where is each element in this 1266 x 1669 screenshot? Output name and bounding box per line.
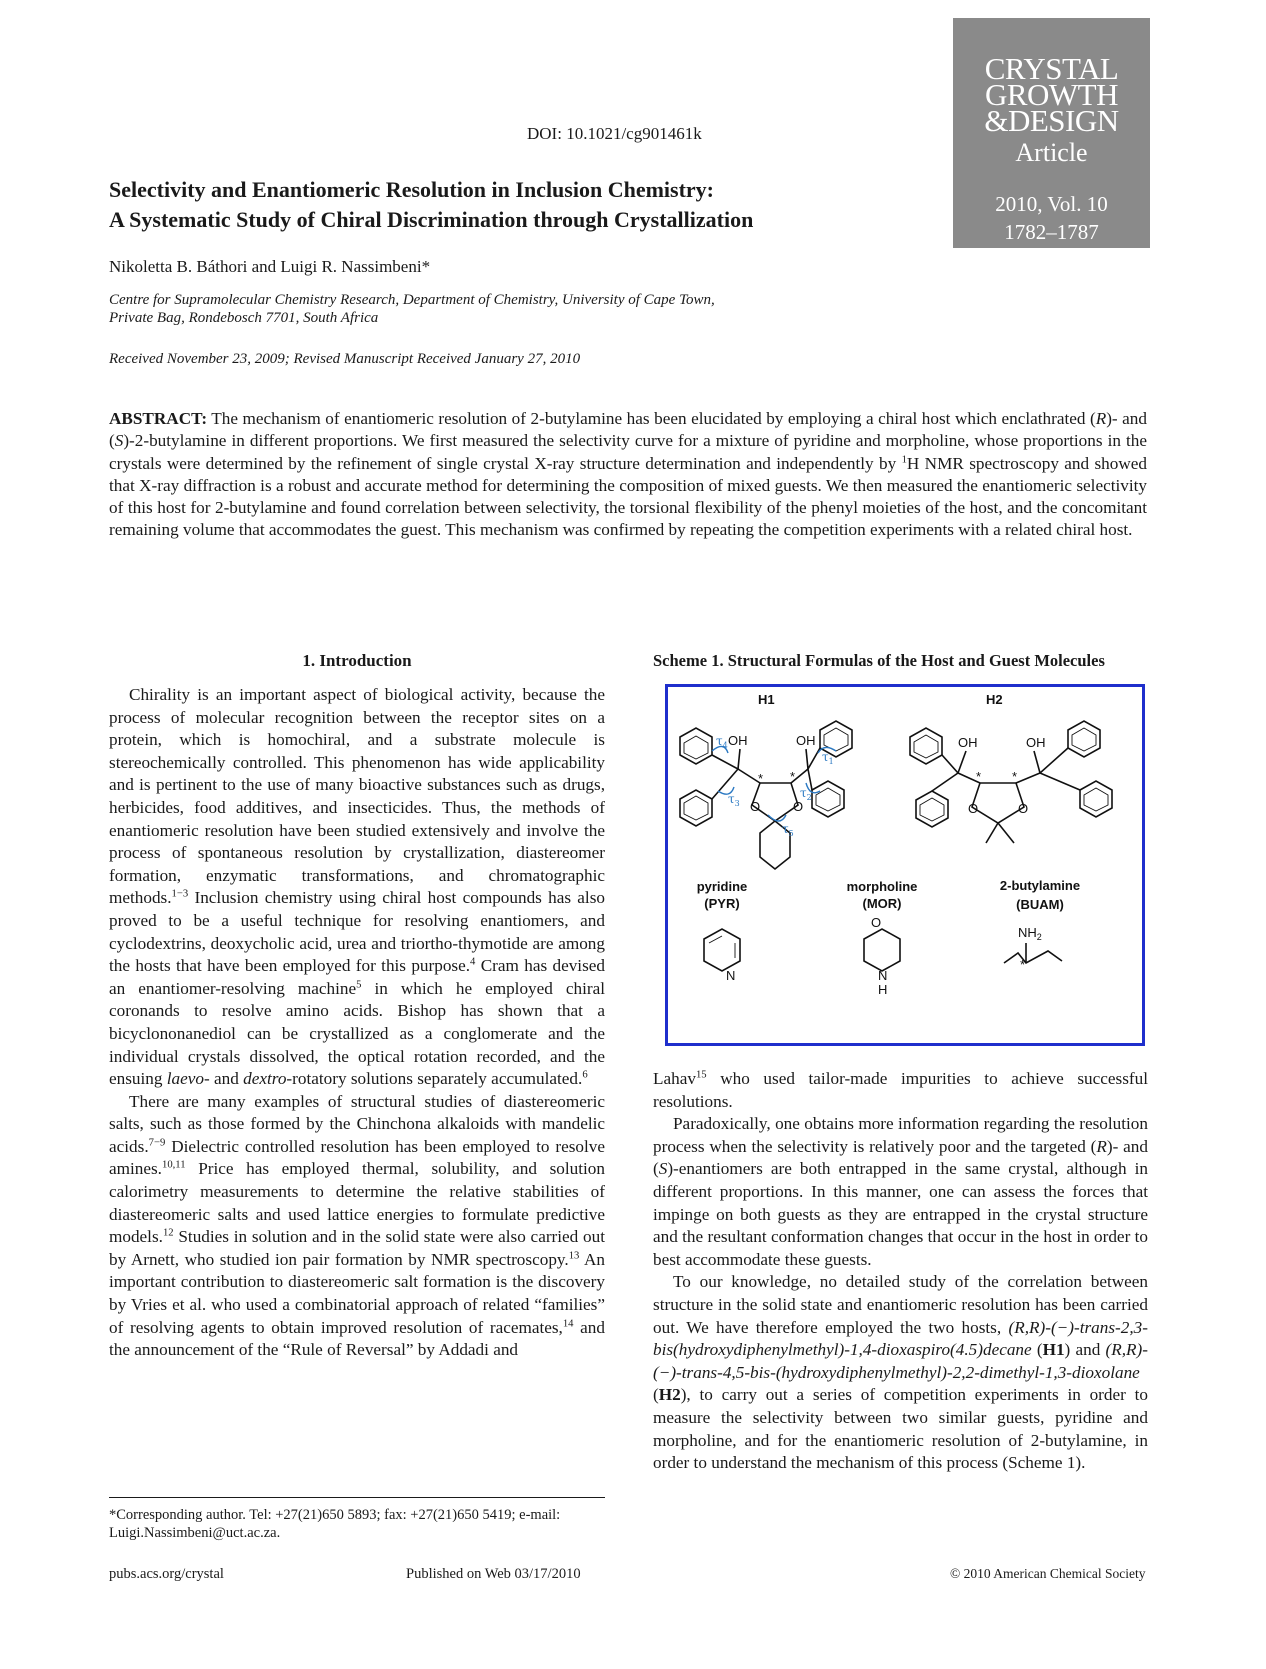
abstract-text: S xyxy=(114,431,124,451)
nitrogen-label: N xyxy=(726,968,736,983)
nitrogen-label: N xyxy=(878,968,888,983)
bond xyxy=(1040,748,1080,790)
double-bond xyxy=(709,936,722,943)
affiliation xyxy=(109,291,869,327)
abstract-text: R xyxy=(1095,409,1107,428)
journal-badge xyxy=(953,18,1150,248)
doi: DOI: 10.1021/cg901461k xyxy=(527,124,702,143)
hydroxyl-label: OH xyxy=(1026,735,1046,750)
bond xyxy=(986,823,998,843)
bond xyxy=(806,749,808,769)
affiliation-line2: Private Bag, Rondebosch 7701, South Africa xyxy=(109,310,379,326)
received-dates: Received November 23, 2009; Revised Manuscript Received January 27, 2010 xyxy=(109,351,581,367)
host2-label: H2 xyxy=(986,692,1003,707)
tau-label: $\tau_4$ xyxy=(716,734,728,750)
bond xyxy=(738,769,760,783)
phenyl-ring-inner xyxy=(914,735,938,758)
butylamine-abbr: (BUAM) xyxy=(1016,897,1064,912)
dioxolane-ring xyxy=(972,783,1024,823)
chiral-center-star: * xyxy=(1020,957,1026,972)
oxygen-label: O xyxy=(793,799,804,814)
right-column-text xyxy=(653,1068,1148,1475)
journal-name-line1: CRYSTAL xyxy=(984,51,1119,86)
bond xyxy=(1016,773,1040,783)
hydroxyl-label: OH xyxy=(728,733,748,748)
article-type: Article xyxy=(1015,138,1088,167)
bond xyxy=(808,748,820,790)
abstract-text: The mechanism of enantiomeric resolution of 2-butylamine has been elucidated by employing a chiral host which enclathrated ( xyxy=(207,409,1096,428)
authors: Nikoletta B. Báthori and Luigi R. Nassimbeni* xyxy=(109,257,431,276)
journal-name xyxy=(953,51,1150,138)
pyridine-abbr: (PYR) xyxy=(704,896,740,911)
copyright: © 2010 American Chemical Society xyxy=(950,1566,1146,1581)
oxygen-label: O xyxy=(871,915,882,930)
right-paragraph-1: Lahav$^{15}$ who used tailor-made impurities to achieve successful resolutions. xyxy=(653,1069,1148,1111)
title-line2: A Systematic Study of Chiral Discrimination through Crystallization xyxy=(109,207,754,232)
tau-label: $\tau_3$ xyxy=(728,792,740,808)
journal-name-line3: &DESIGN xyxy=(984,103,1119,138)
bond xyxy=(958,751,966,773)
bond xyxy=(932,755,958,791)
bond xyxy=(998,823,1014,843)
bond xyxy=(738,749,740,769)
butylamine-label: 2-butylamine xyxy=(999,878,1081,893)
morpholine-label: morpholine xyxy=(846,879,918,894)
intro-paragraph-2: There are many examples of structural studies of diastereomeric salts, such as those formed by the Chinchona alkaloids with mandelic acids.$^{7-9}$ Dielectric controlled resolution has been employed to resolve amines.$^{10,11}$ Price has employed thermal, solubility, and solution calorimetry measurements to determine the relative stabilities of diastereomeric salts and used lattice energies to formulate predictive models.$^{12}$ Studies in solution and in the solid state were also carried out by Arnett, who studied ion pair formation by NMR spectroscopy.$^{13}$ An important contribution to diastereomeric salt formation is the discovery by Vries et al. who used a combinatorial approach of related “families” of resolving agents to obtain improved resolution of racemates,$^{14}$ and the announcement of the “Rule of Reversal” by Addadi and xyxy=(109,1091,605,1360)
structural-formulas-svg xyxy=(668,687,1142,1043)
phenyl-ring-inner xyxy=(920,798,944,821)
bond xyxy=(1034,751,1040,773)
phenyl-ring xyxy=(1068,721,1100,757)
morpholine-abbr: (MOR) xyxy=(862,896,902,911)
superscript: 1 xyxy=(901,453,907,465)
introduction-text xyxy=(109,684,605,1362)
hydroxyl-label: OH xyxy=(958,735,978,750)
phenyl-ring xyxy=(910,728,942,764)
torsion-arrow xyxy=(806,783,820,793)
phenyl-ring-inner xyxy=(684,736,708,759)
phenyl-ring xyxy=(1080,781,1112,817)
affiliation-line1: Centre for Supramolecular Chemistry Research, Department of Chemistry, University of Cape Town, xyxy=(109,292,715,308)
journal-name-line2: GROWTH xyxy=(984,77,1119,112)
phenyl-ring xyxy=(680,790,712,826)
chiral-center-star: * xyxy=(758,771,764,786)
hydrogen-label: H xyxy=(878,982,888,997)
amine-label: $NH_2$ xyxy=(1018,925,1042,942)
phenyl-ring xyxy=(812,781,844,817)
chiral-center-star: * xyxy=(976,769,982,784)
butylamine-chain xyxy=(1004,951,1062,963)
scheme-figure xyxy=(665,684,1145,1046)
scheme-title: Scheme 1. Structural Formulas of the Host and Guest Molecules xyxy=(653,651,1105,670)
abstract-label: ABSTRACT: xyxy=(109,409,208,428)
oxygen-label: O xyxy=(750,799,761,814)
abstract xyxy=(109,408,1147,542)
abstract-text: H NMR spectroscopy and showed that X-ray diffraction is a robust and accurate method for determining the composition of mixed guests. We then measured the enantiomeric selectivity of this host for 2-butylamine and found correlation between selectivity, the torsional flexibility of the phenyl moieties of the host, and the concomitant remaining volume that accommodates the guest. This mechanism was confirmed by repeating the competition experiments with a related chiral host. xyxy=(109,453,1147,540)
section-heading: 1. Introduction xyxy=(302,651,412,670)
year-volume: 2010, Vol. 10 xyxy=(995,192,1108,216)
title-line1: Selectivity and Enantiomeric Resolution in Inclusion Chemistry: xyxy=(109,177,715,202)
pyridine-label: pyridine xyxy=(696,879,748,894)
page-range: 1782–1787 xyxy=(1004,220,1099,244)
phenyl-ring-inner xyxy=(684,796,708,820)
morpholine-ring xyxy=(864,929,900,971)
footnote-divider xyxy=(109,1497,605,1498)
phenyl-ring-inner xyxy=(1072,728,1096,751)
abstract-text: )-2-butylamine in different proportions. We first measured the selectivity curve for a mixture of pyridine and morpholine, whose proportions in the crystals were determined by the refinement of single crystal X-ray structure determination and independently by xyxy=(109,431,1147,473)
right-paragraph-3: To our knowledge, no detailed study of the correlation between structure in the solid state and enantiomeric resolution has been carried out. We have therefore employed the two hosts, (R,R)-(−)-trans-2,3-bis(hydroxydiphenylmethyl)-1,4-dioxaspiro(4.5)decane (H1) and (R,R)-(−)-trans-4,5-bis-(hydroxydiphenylmethyl)-2,2-dimethyl-1,3-dioxolane (H2), to carry out a series of competition experiments in order to measure the selectivity between two similar guests, pyridine and morpholine, and for the enantiomeric resolution of 2-butylamine, in order to understand the mechanism of this process (Scheme 1). xyxy=(653,1272,1148,1473)
corresponding-author-footnote: *Corresponding author. Tel: +27(21)650 5893; fax: +27(21)650 5419; e-mail: Luigi.Nassimbeni@uct.ac.za. xyxy=(109,1507,561,1541)
tau-label: $\tau_5$ xyxy=(782,822,794,838)
article-title xyxy=(109,175,909,235)
hydroxyl-label: OH xyxy=(796,733,816,748)
chiral-center-star: * xyxy=(1012,769,1018,784)
tau-label: $\tau_2$ xyxy=(800,786,812,802)
intro-paragraph-1: Chirality is an important aspect of biological activity, because the process of molecular recognition between the receptor sites on a protein, which is homochiral, and a substrate molecule is stereochemically controlled. This phenomenon has wide applicability and is pertinent to the use of many bioactive substances such as drugs, herbicides, food additives, and insecticides. Thus, the methods of enantiomeric resolution have been studied extensively and involve the process of spontaneous resolution by crystallization, diastereomer formation, enzymatic transformations, and chromatographic methods.$^{1-3}$ Inclusion chemistry using chiral host compounds has also proved to be a useful technique for resolving enantiomers, and cyclodextrins, deoxycholic acid, urea and triortho-thymotide are among the hosts that have been employed for this purpose.$^4$ Cram has devised an enantiomer-resolving machine$^5$ in which he employed chiral coronands to resolve amino acids. Bishop has shown that a bicyclononanediol can be crystallized as a conglomerate and the individual crystals dissolved, the optical rotation recorded, and the ensuing laevo- and dextro-rotatory solutions separately accumulated.$^6$ xyxy=(109,685,605,1089)
oxygen-label: O xyxy=(1018,801,1029,816)
published-date: Published on Web 03/17/2010 xyxy=(406,1566,581,1582)
phenyl-ring xyxy=(916,791,948,827)
tau-label: $\tau_1$ xyxy=(822,750,834,766)
right-paragraph-2: Paradoxically, one obtains more information regarding the resolution process when the selectivity is relatively poor and the targeted (R)- and (S)-enantiomers are both entrapped in the same crystal, although in different proportions. In this manner, one can assess the forces that impinge on both guests as they are entrapped in the crystal structure and the resultant conformation changes that occur in the host in order to best accommodate these guests. xyxy=(653,1114,1148,1269)
abstract-text: )- and ( xyxy=(109,409,1147,451)
phenyl-ring-inner xyxy=(1084,788,1108,811)
chiral-center-star: * xyxy=(790,769,796,784)
oxygen-label: O xyxy=(968,801,979,816)
journal-url: pubs.acs.org/crystal xyxy=(109,1566,224,1582)
host1-label: H1 xyxy=(758,692,775,707)
